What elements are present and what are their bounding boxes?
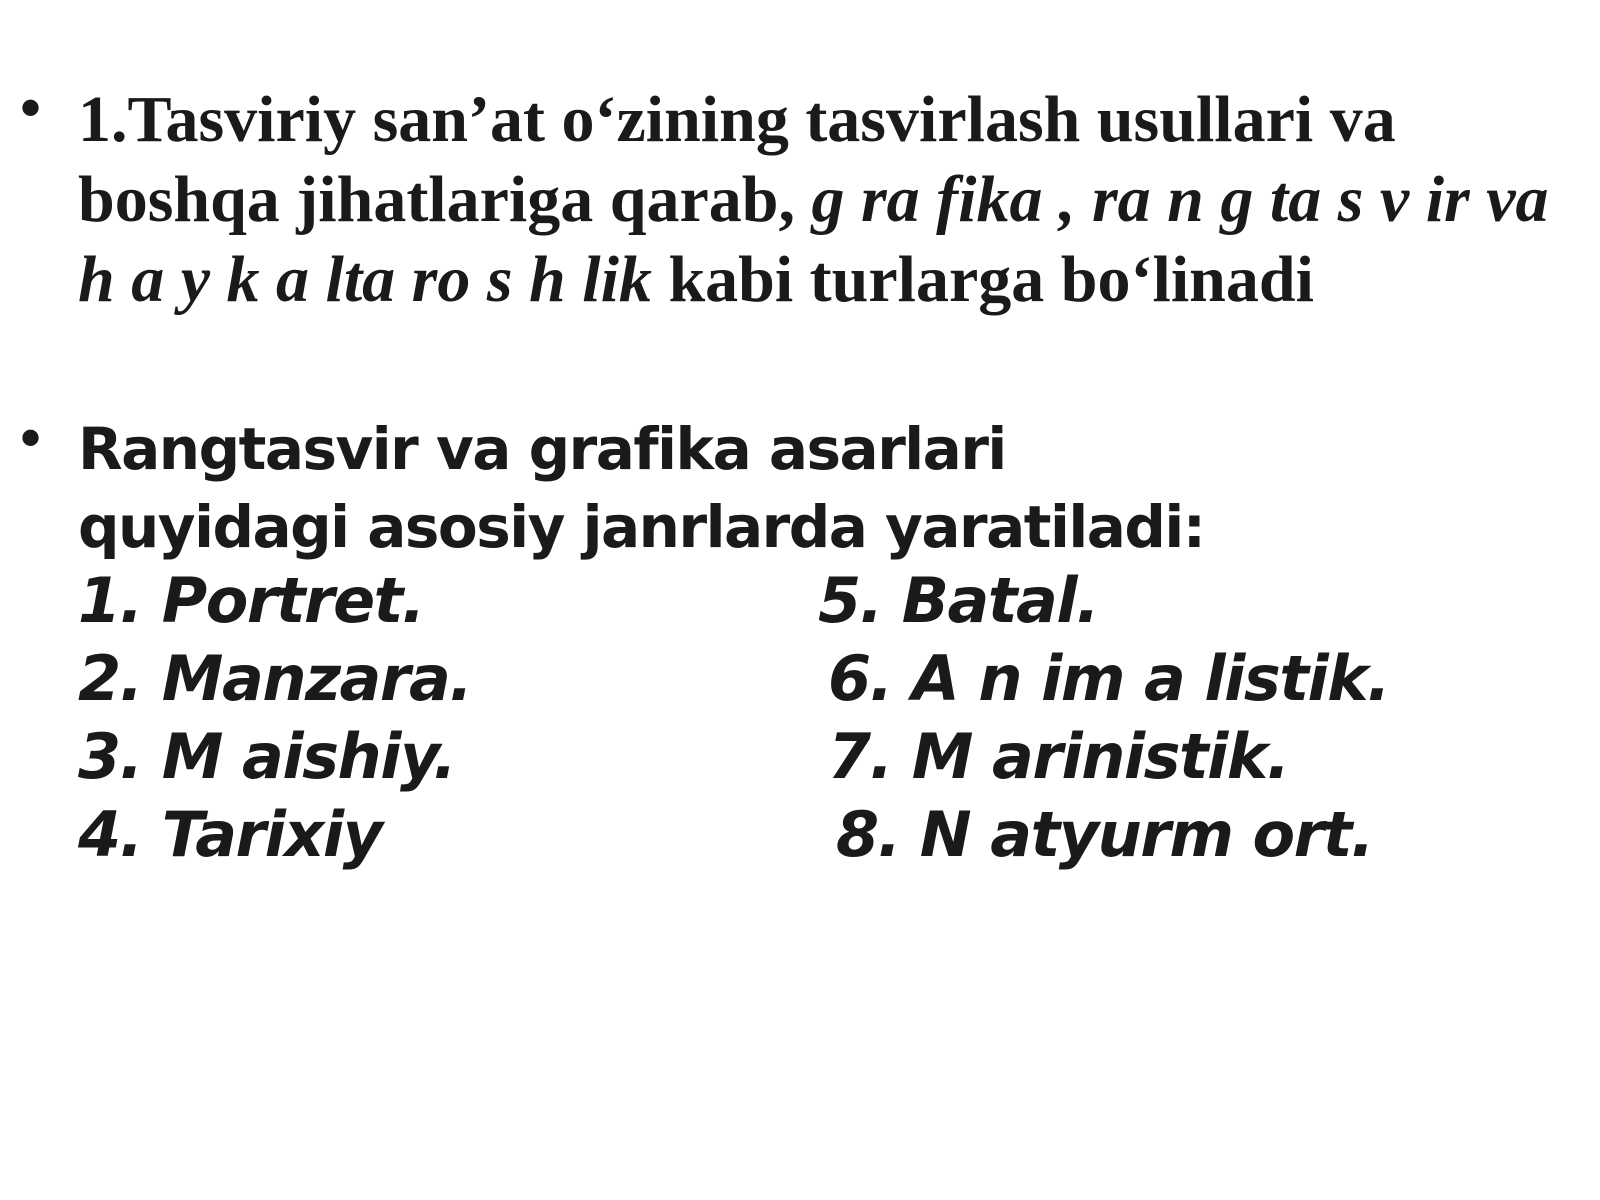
bullet-paragraph-genres-intro — [78, 410, 1278, 566]
genre-item: 7. M arinistik. — [828, 720, 1289, 793]
text-line: quyidagi asosiy janrlarda yaratiladi: — [78, 493, 1205, 561]
genre-item: 5. Batal. — [818, 564, 1099, 637]
italic-art-types: g ra fika , ra n g ta s v ir va h a y k a lta ro s h lik — [78, 163, 1549, 316]
text-segment: kabi turlarga bo‘linadi — [651, 243, 1314, 316]
genre-item: 4. Tarixiy — [78, 798, 382, 871]
text-line: Rangtasvir va grafika asarlari — [78, 415, 1006, 483]
bullet-marker: • — [20, 74, 42, 141]
genre-item: 8. N atyurm ort. — [836, 798, 1373, 871]
genre-item: 6. A n im a listik. — [828, 642, 1390, 715]
genre-item: 3. M aishiy. — [78, 720, 456, 793]
bullet-paragraph-art-types — [78, 80, 1578, 320]
genre-item: 1. Portret. — [78, 564, 424, 637]
genre-item: 2. Manzara. — [78, 642, 472, 715]
text-segment: 1.Tasviriy san’at o‘zining tasvirlash usullari va boshqa jihatlariga qarab, — [78, 83, 1396, 236]
bullet-marker: • — [20, 404, 42, 471]
